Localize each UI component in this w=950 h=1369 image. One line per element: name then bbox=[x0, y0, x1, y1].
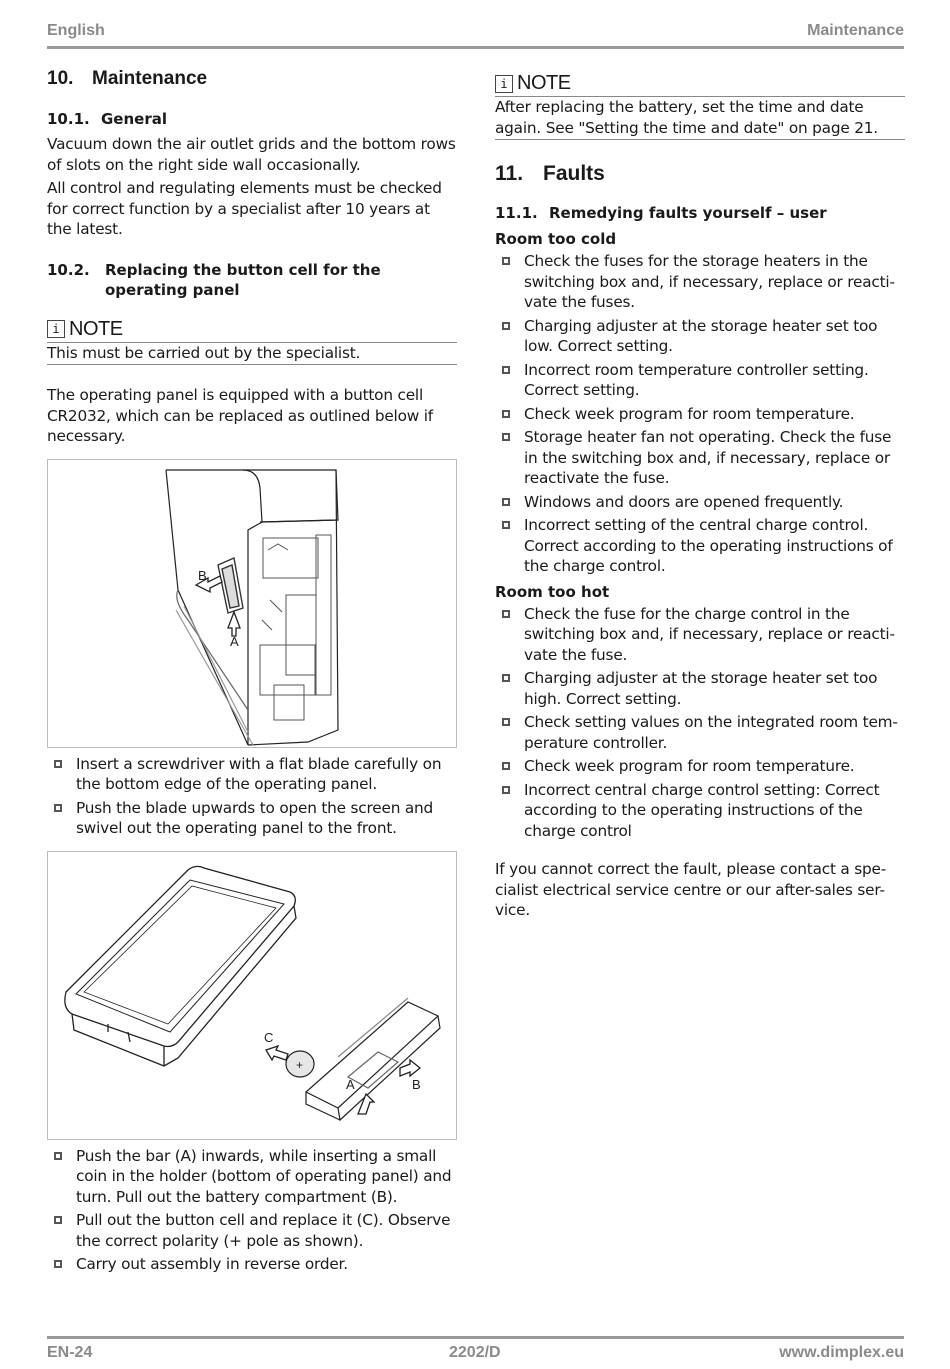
footer-page-number: EN-24 bbox=[47, 1344, 93, 1361]
bullet-icon bbox=[502, 366, 510, 374]
bullet-icon bbox=[502, 521, 510, 529]
figure-label-b: B bbox=[198, 567, 207, 583]
list-item: Incorrect central charge control setting: Correct according to the operating instructions of the charge control bbox=[495, 780, 905, 842]
bullet-icon bbox=[54, 1216, 62, 1224]
bullet-icon bbox=[502, 257, 510, 265]
list-item: Storage heater fan not operating. Check the fuse in the switching box and, if necessary, replace or reactivate the fuse. bbox=[495, 427, 905, 489]
button-cell bbox=[286, 1051, 314, 1077]
figure-battery-compartment bbox=[47, 851, 457, 1140]
bullet-icon bbox=[502, 610, 510, 618]
arrow-a-icon bbox=[228, 612, 240, 636]
steps-list-1 bbox=[47, 754, 457, 839]
paragraph: The operating panel is equipped with a button cell CR2032, which can be replaced as outlined below if necessary. bbox=[47, 386, 433, 445]
bullet-icon bbox=[54, 760, 62, 768]
bullet-icon bbox=[502, 762, 510, 770]
note-label: NOTE bbox=[517, 72, 571, 94]
too-hot-list bbox=[495, 604, 905, 842]
note-text: After replacing the battery, set the time and date again. See "Setting the time and date" on page 21. bbox=[495, 97, 905, 140]
figure-heater-open bbox=[47, 459, 457, 748]
panel-illustration bbox=[48, 852, 456, 1139]
footer-doc-code: 2202/D bbox=[449, 1344, 501, 1361]
note-box bbox=[47, 318, 457, 366]
list-item: Carry out assembly in reverse order. bbox=[47, 1254, 457, 1275]
list-item: Charging adjuster at the storage heater set too high. Correct setting. bbox=[495, 668, 905, 709]
note-box bbox=[495, 72, 905, 140]
list-item: Incorrect room temperature controller setting. Correct setting. bbox=[495, 360, 905, 401]
subsection-heading-remedy: 11.1. Remedying faults yourself – user bbox=[495, 204, 827, 222]
header-language: English bbox=[47, 22, 105, 39]
arrow-a2-icon bbox=[358, 1094, 374, 1114]
bullet-icon bbox=[502, 498, 510, 506]
subsection-heading-battery: 10.2. Replacing the button cell for the operating panel bbox=[47, 260, 381, 299]
left-column bbox=[47, 68, 457, 1278]
paragraph: Vacuum down the air outlet grids and the bottom rows of slots on the right side wall occasionally. bbox=[47, 135, 456, 174]
too-cold-list bbox=[495, 251, 905, 577]
bullet-icon bbox=[502, 433, 510, 441]
section-heading-faults: 11. Faults bbox=[495, 162, 605, 185]
list-item: Insert a screwdriver with a flat blade carefully on the bottom edge of the operating panel. bbox=[47, 754, 457, 795]
list-item: Pull out the button cell and replace it (C). Observe the correct polarity (+ pole as shown). bbox=[47, 1210, 457, 1251]
bullet-icon bbox=[54, 1152, 62, 1160]
figure-label-a: A bbox=[230, 633, 239, 649]
footer-rule bbox=[47, 1336, 904, 1339]
header-rule bbox=[47, 46, 904, 49]
list-item: Check setting values on the integrated room tem-perature controller. bbox=[495, 712, 905, 753]
bullet-icon bbox=[54, 1260, 62, 1268]
bullet-icon bbox=[54, 804, 62, 812]
page-footer bbox=[47, 1344, 904, 1366]
plus-pole-label: + bbox=[296, 1057, 304, 1072]
subheading-too-cold: Room too cold bbox=[495, 230, 617, 248]
list-item: Check the fuses for the storage heaters in the switching box and, if necessary, replace or reacti-vate the fuses. bbox=[495, 251, 905, 313]
bullet-icon bbox=[502, 786, 510, 794]
info-icon: i bbox=[47, 320, 65, 338]
list-item: Windows and doors are opened frequently. bbox=[495, 492, 905, 513]
subheading-too-hot: Room too hot bbox=[495, 582, 610, 601]
figure-label-b2: B bbox=[412, 1076, 421, 1092]
steps-list-2 bbox=[47, 1146, 457, 1275]
list-item: Charging adjuster at the storage heater set too low. Correct setting. bbox=[495, 316, 905, 357]
bullet-icon bbox=[502, 322, 510, 330]
note-text: This must be carried out by the specialist. bbox=[47, 343, 457, 366]
info-icon: i bbox=[495, 75, 513, 93]
list-item: Check week program for room temperature. bbox=[495, 404, 905, 425]
arrow-c-icon bbox=[266, 1046, 288, 1060]
heater-illustration bbox=[48, 460, 456, 747]
right-column bbox=[495, 72, 905, 924]
bullet-icon bbox=[502, 674, 510, 682]
list-item: Check week program for room temperature. bbox=[495, 756, 905, 777]
list-item: Push the bar (A) inwards, while inserting a small coin in the holder (bottom of operating panel) and turn. Pull out the battery compartment (B). bbox=[47, 1146, 457, 1208]
bullet-icon bbox=[502, 410, 510, 418]
page-header bbox=[47, 22, 904, 44]
paragraph: All control and regulating elements must be checked for correct function by a specialist after 10 years at the latest. bbox=[47, 179, 442, 238]
footer-website-link[interactable]: www.dimplex.eu bbox=[779, 1344, 904, 1361]
closing-paragraph: If you cannot correct the fault, please contact a spe-cialist electrical service centre or our after-sales ser-vice. bbox=[495, 860, 887, 919]
header-section: Maintenance bbox=[807, 22, 904, 39]
section-heading-maintenance: 10. Maintenance bbox=[47, 68, 208, 89]
figure-label-c: C bbox=[264, 1029, 274, 1045]
bullet-icon bbox=[502, 718, 510, 726]
list-item: Push the blade upwards to open the screen and swivel out the operating panel to the front. bbox=[47, 798, 457, 839]
list-item: Incorrect setting of the central charge control. Correct according to the operating instructions of the charge control. bbox=[495, 515, 905, 577]
list-item: Check the fuse for the charge control in the switching box and, if necessary, replace or reacti-vate the fuse. bbox=[495, 604, 905, 666]
subsection-heading-general: 10.1. General bbox=[47, 110, 167, 128]
note-label: NOTE bbox=[69, 317, 123, 340]
figure-label-a2: A bbox=[346, 1076, 355, 1092]
